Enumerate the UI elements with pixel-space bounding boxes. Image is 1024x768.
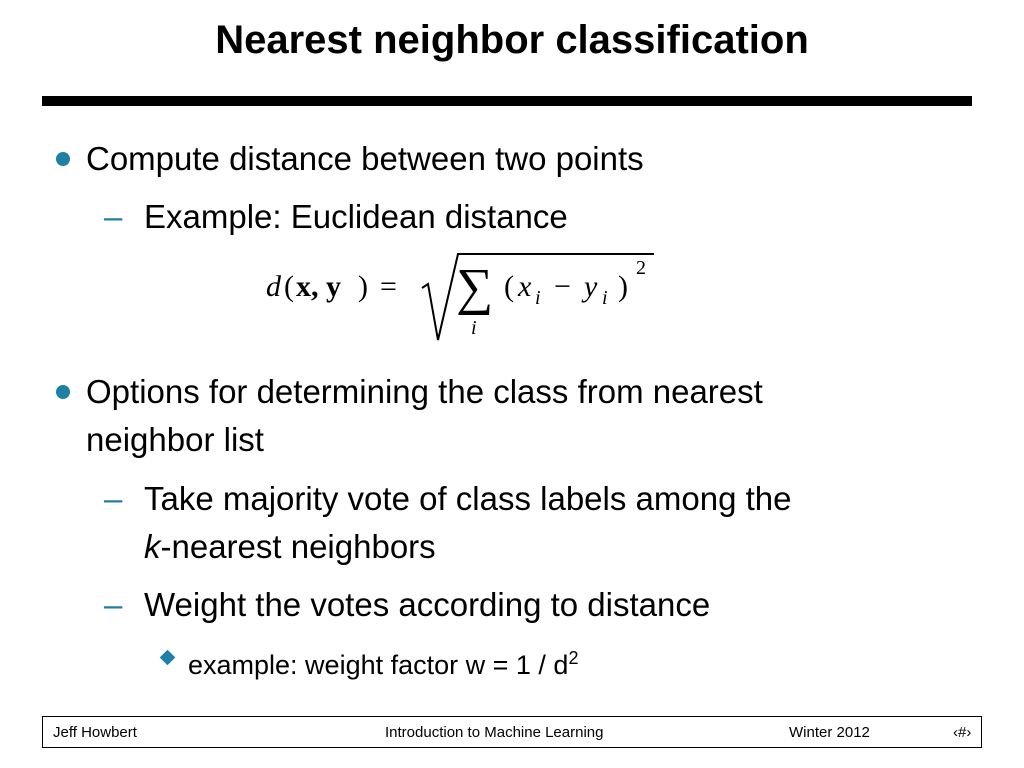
bullet-2-line-2: neighbor list <box>86 421 264 458</box>
footer-course: Introduction to Machine Learning <box>385 724 604 741</box>
svg-text:(: ( <box>504 270 514 303</box>
svg-text:): ) <box>618 270 628 303</box>
bullet-dot-1 <box>56 152 70 166</box>
formula-d: d <box>266 270 281 303</box>
bullet-dot-2 <box>56 385 70 399</box>
bullet-2-sub-2-sub-1: example: weight factor $w = 1 / d^2$ <box>188 648 579 680</box>
dash-3: – <box>104 586 123 623</box>
term-y: y <box>584 270 598 303</box>
svg-text:−: − <box>554 270 571 303</box>
exponent: 2 <box>636 257 646 279</box>
bullet-2-sub-1-line-2: k-nearest neighbors <box>144 528 436 565</box>
bullet-1: Compute distance between two points <box>86 140 644 177</box>
dash-2: – <box>104 480 123 517</box>
bullet-2-line-1: Options for determining the class from nearest <box>86 373 763 410</box>
bullet-1-sub-1: Example: Euclidean distance <box>144 198 568 235</box>
footer-page-number: ‹#› <box>953 724 972 741</box>
footer-author: Jeff Howbert <box>53 724 137 741</box>
term-x: x <box>518 270 532 303</box>
euclidean-distance-formula <box>262 248 662 348</box>
svg-text:(: ( <box>284 270 294 303</box>
svg-text:i: i <box>535 287 541 309</box>
svg-text:i: i <box>602 287 608 309</box>
sum-index: i <box>471 317 477 339</box>
sum-symbol: ∑ <box>456 259 494 316</box>
svg-text:): ) <box>358 270 368 303</box>
slide-title: Nearest neighbor classification <box>215 18 809 62</box>
slide-footer <box>42 716 982 748</box>
dash-1: – <box>104 198 123 235</box>
bullet-2-sub-1-line-1: Take majority vote of class labels among the <box>144 480 792 517</box>
formula-args: x, y <box>296 270 341 303</box>
formula-equals: = <box>380 270 397 303</box>
title-rule <box>42 96 972 106</box>
bullet-2-sub-2: Weight the votes according to distance <box>144 586 711 623</box>
footer-term: Winter 2012 <box>789 724 870 741</box>
diamond-bullet <box>160 650 176 666</box>
